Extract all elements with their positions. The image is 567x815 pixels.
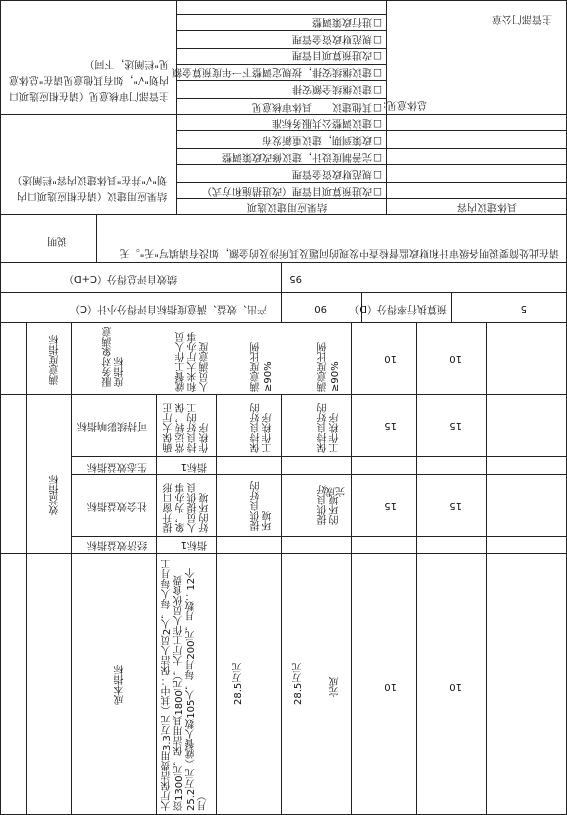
suggestion-option-5[interactable]: ☐ 建议调整公共服务标准 bbox=[272, 116, 382, 129]
total-value: 95 bbox=[289, 273, 302, 284]
benefit-group-label: 效益指标 bbox=[50, 475, 61, 515]
satisfaction-group-label: 满意度指标 bbox=[50, 335, 61, 385]
review-option-2[interactable]: ☐ 建议继续安排，按规定调整下一年度预算金额 bbox=[172, 65, 382, 78]
note-label: 说明 bbox=[47, 235, 67, 246]
cost-weight: 10 bbox=[384, 681, 397, 692]
review-header: 具体审核意见 bbox=[252, 101, 312, 112]
subtotal-d-value: 5 bbox=[520, 303, 527, 314]
subtotal-d-label: 预算执行率得分（D） bbox=[349, 303, 447, 314]
sustainable-weight: 15 bbox=[384, 420, 397, 431]
subtotal-label: 产出、效益、满意度指标自评得分小计（C） bbox=[70, 303, 267, 314]
satisfaction-weight: 10 bbox=[384, 353, 397, 364]
sustainable-actual: 保持良好的工作秩序 bbox=[318, 403, 341, 453]
social-item: 提升窗口形象，为办事人员提供良好的环境 bbox=[164, 483, 211, 533]
suggestions-header: 结果应用建议选项 bbox=[247, 201, 327, 212]
satisfaction-label: 服务对象满意度指标 bbox=[103, 327, 126, 387]
sustainable-score: 15 bbox=[449, 420, 462, 431]
sustainable-item: 确保大厅正常运转，保持良好的工作秩序 bbox=[164, 403, 211, 453]
social-deviation: 完成 bbox=[325, 485, 345, 496]
review-option-3[interactable]: ☐ 改进预算项目管理 bbox=[292, 48, 382, 61]
review-stamp-label: 主管部门公章 bbox=[492, 13, 552, 24]
review-option-5[interactable]: ☐ 进行政策调整 bbox=[312, 15, 382, 28]
review-option-1[interactable]: ☐ 建议继续全额安排 bbox=[292, 82, 382, 95]
suggestion-option-2[interactable]: ☐ 规范财政资金管理 bbox=[292, 167, 382, 180]
suggestion-option-6[interactable]: ☐ 其他建议 bbox=[332, 100, 382, 113]
satisfaction-item: 就餐工作人员和来大厅办事人员满意度 bbox=[176, 332, 211, 392]
suggestion-option-3[interactable]: ☐ 完善制度设计，建议修改政策调整 bbox=[222, 150, 382, 163]
social-actual: 提供良好的环境 bbox=[318, 485, 341, 525]
economic-item: 指标1 bbox=[180, 539, 207, 550]
cost-category: 成本指标 bbox=[115, 665, 126, 705]
social-label: 社会效益指标 bbox=[87, 500, 147, 511]
satisfaction-score: 10 bbox=[449, 353, 462, 364]
social-score: 15 bbox=[449, 500, 462, 511]
cost-description: 大厅保洁费用3.3万元（其中：保洁人员2人，每人每月工资1300元，保洁用具1800元），大厅工作人员伙食费25.2万元（就餐人数105人，每月200元，月数：12个月） bbox=[162, 558, 209, 811]
satisfaction-target: 满意度比例≥90% bbox=[251, 342, 274, 392]
review-option-4[interactable]: ☐ 规范财政资金管理 bbox=[292, 32, 382, 45]
cost-target: 28.5万元 bbox=[233, 662, 244, 705]
review-overall: 总体意见： bbox=[377, 99, 427, 110]
subtotal-c-value: 90 bbox=[314, 303, 327, 314]
social-target: 提供良好的环境 bbox=[251, 481, 274, 531]
sustainable-label: 可持续影响指标 bbox=[77, 420, 147, 431]
cost-actual: 28.5万元 bbox=[293, 662, 304, 705]
suggestion-option-4[interactable]: ☐ 政策到期，建议重新发布 bbox=[262, 133, 382, 146]
ecological-label: 生态效益指标 bbox=[87, 461, 147, 472]
satisfaction-actual: 满意度比例≥90% bbox=[318, 342, 341, 392]
sustainable-target: 保持良好的工作秩序 bbox=[251, 403, 274, 453]
economic-label: 经济效益指标 bbox=[87, 539, 147, 550]
suggestions-label: 结果应用建议（请在相应选项口内划"√"并在"具体建议内容"栏阐述） bbox=[12, 174, 167, 201]
cost-deviation: 完成 bbox=[330, 677, 341, 697]
ecological-item: 指标1 bbox=[180, 461, 207, 472]
total-label: 绩效自评总得分（C+D） bbox=[63, 273, 177, 284]
review-label: 主管部门审核意见（请在相应选项口内划"√"，如有其他意见请在"总体意见"栏阐述，下同） bbox=[8, 58, 169, 101]
cost-score: 10 bbox=[449, 681, 462, 692]
note-text: 请在此处简要说明各级审计和财政监督检查中发现的问题及其所涉及的金额，如没有请填写"无"。无 bbox=[119, 247, 559, 258]
suggestions-content-header: 具体建议内容 bbox=[457, 201, 517, 212]
suggestion-option-1[interactable]: ☐ 改进预算项目管理（改进措施和方式） bbox=[202, 184, 382, 197]
social-weight: 15 bbox=[384, 500, 397, 511]
